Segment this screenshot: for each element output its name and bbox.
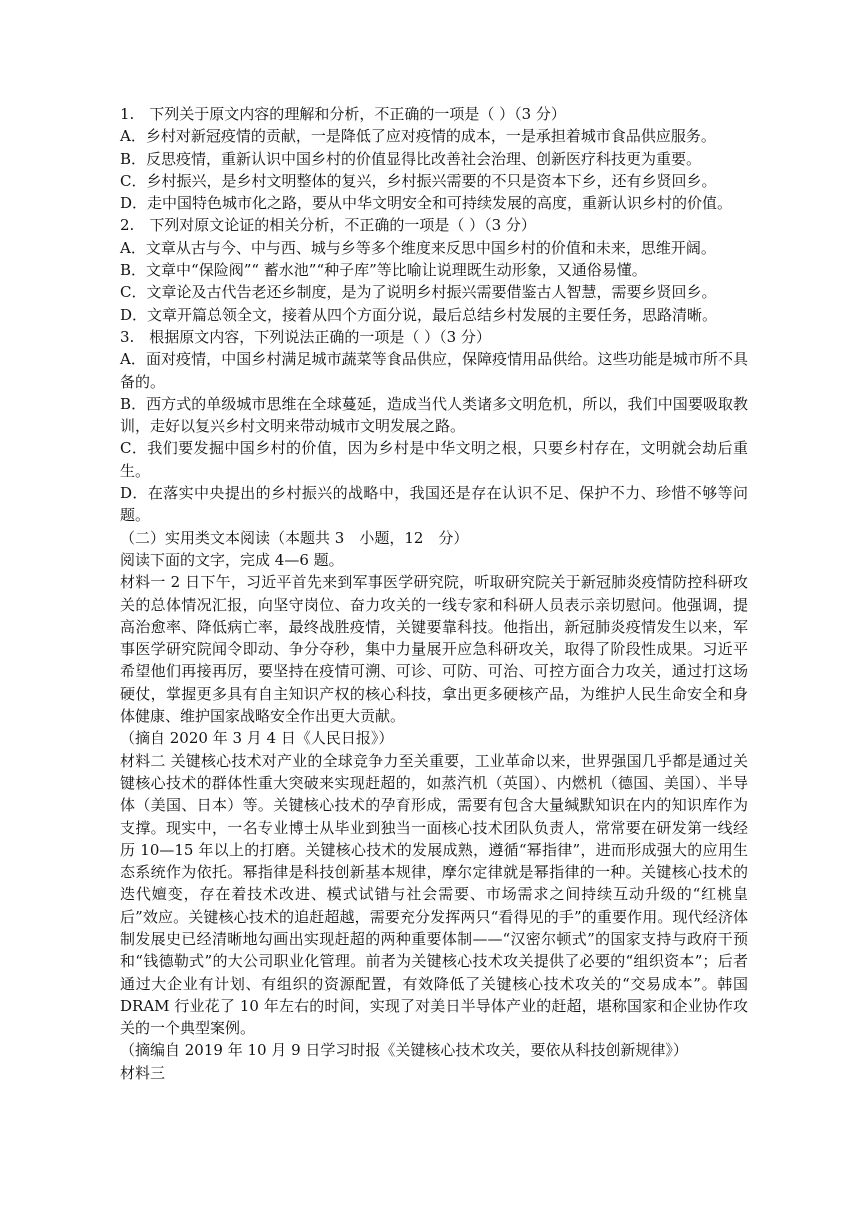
material-2-paragraph: 材料二 关键核心技术对产业的全球竞争力至关重要，工业革命以来，世界强国几乎都是通过关键核心技术的群体性重大突破来实现赶超的，如蒸汽机（英国）、内燃机（德国、美国）、半导体（美国、日本）等。关键核心技术的孕育形成，需要有包含大量缄默知识在内的知识库作为支撑。现实中，一名专业博士从毕业到独当一面核心技术团队负责人，常常要在研发第一线经历 10—15 年以上的打磨。关键核心技术的发展成熟，遵循“幂指律”，进而形成强大的应用生态系统作为依托。幂指律是科技创新基本规律，摩尔定律就是幂指律的一种。关键核心技术的迭代嬗变，存在着技术改进、模式试错与社会需要、市场需求之间持续互动升级的“红桃皇后”效应。关键核心技术的追赶超越，需要充分发挥两只“看得见的手”的重要作用。现代经济体制发展史已经清晰地勾画出实现赶超的两种重要体制——“汉密尔顿式”的国家支持与政府干预和“钱德勒式”的大公司职业化管理。前者为关键核心技术攻关提供了必要的“组织资本”；后者通过大企业有计划、有组织的资源配置，有效降低了关键核心技术攻关的“交易成本”。韩国 DRAM 行业花了 10 年左右的时间，实现了对美日半导体产业的赶超，堪称国家和企业协作攻关的一个典型案例。 bbox=[120, 751, 748, 1038]
question-1-option-d: D．走中国特色城市化之路，要从中华文明安全和可持续发展的高度，重新认识乡村的价值。 bbox=[120, 194, 733, 213]
question-1-option-c: C．乡村振兴，是乡村文明整体的复兴，乡村振兴需要的不只是资本下乡，还有乡贤回乡。 bbox=[120, 171, 717, 190]
question-3-option-c: C．我们要发掘中国乡村的价值，因为乡村是中华文明之根，只要乡村存在，文明就会劫后重生。 bbox=[120, 439, 748, 480]
question-1-option-b: B．反思疫情，重新认识中国乡村的价值显得比改善社会治理、创新医疗科技更为重要。 bbox=[120, 149, 702, 168]
question-3-option-b: B．西方式的单级城市思维在全球蔓延，造成当代人类诸多文明危机，所以，我们中国要吸取教训，走好以复兴乡村文明来带动城市文明发展之路。 bbox=[120, 394, 748, 436]
reading-instruction: 阅读下面的文字，完成 4—6 题。 bbox=[120, 550, 344, 569]
section-heading: （二）实用类文本阅读（本题共 3 小题，12 分） bbox=[120, 528, 469, 547]
question-2-option-d: D．文章开篇总领全文，接着从四个方面分说，最后总结乡村发展的主要任务，思路清晰。 bbox=[120, 305, 718, 324]
question-3-option-d: D．在落实中央提出的乡村振兴的战略中，我国还是存在认识不足、保护不力、珍惜不够等问题。 bbox=[120, 484, 748, 525]
material-3-heading: 材料三 bbox=[120, 1063, 166, 1082]
document-page bbox=[120, 103, 748, 1084]
question-1-stem: 1. 下列关于原文内容的理解和分析，不正确的一项是（ ）（3 分） bbox=[120, 105, 566, 123]
question-2-stem: 2. 下列对原文论证的相关分析，不正确的一项是（ ）（3 分） bbox=[120, 216, 536, 235]
question-3-option-a: A．面对疫情，中国乡村满足城市蔬菜等食品供应，保障疫情用品供给。这些功能是城市所不具备的。 bbox=[120, 350, 748, 391]
material-2-source: （摘编自 2019 年 10 月 9 日学习时报《关键核心技术攻关，要依从科技创新规律》） bbox=[120, 1041, 688, 1060]
material-1-source: （摘自 2020 年 3 月 4 日《人民日报》） bbox=[120, 729, 394, 748]
question-1-option-a: A．乡村对新冠疫情的贡献，一是降低了应对疫情的成本，一是承担着城市食品供应服务。 bbox=[120, 127, 716, 146]
question-2-option-a: A．文章从古与今、中与西、城与乡等多个维度来反思中国乡村的价值和未来，思维开阔。 bbox=[120, 238, 716, 257]
question-3-stem: 3. 根据原文内容，下列说法正确的一项是（ ）（3 分） bbox=[120, 327, 491, 346]
question-2-option-c: C．文章论及古代告老还乡制度，是为了说明乡村振兴需要借鉴古人智慧，需要乡贤回乡。 bbox=[120, 283, 717, 302]
question-2-option-b: B．文章中“保险阀”“ 蓄水池”“种子库”等比喻让说理既生动形象，又通俗易懂。 bbox=[120, 261, 647, 280]
material-1-paragraph: 材料一 2 日下午，习近平首先来到军事医学研究院，听取研究院关于新冠肺炎疫情防控科研攻关的总体情况汇报，向坚守岗位、奋力攻关的一线专家和科研人员表示亲切慰问。他强调，提高治愈率、降低病亡率，最终战胜疫情，关键要靠科技。他指出，新冠肺炎疫情发生以来，军事医学研究院闻令即动、争分夺秒，集中力量展开应急科研攻关，取得了阶段性成果。习近平希望他们再接再厉，要坚持在疫情可溯、可诊、可防、可治、可控方面合力攻关，通过打这场硬仗，掌握更多具有自主知识产权的核心科技，拿出更多硬核产品，为维护人民生命安全和身体健康、维护国家战略安全作出更大贡献。 bbox=[120, 573, 748, 726]
